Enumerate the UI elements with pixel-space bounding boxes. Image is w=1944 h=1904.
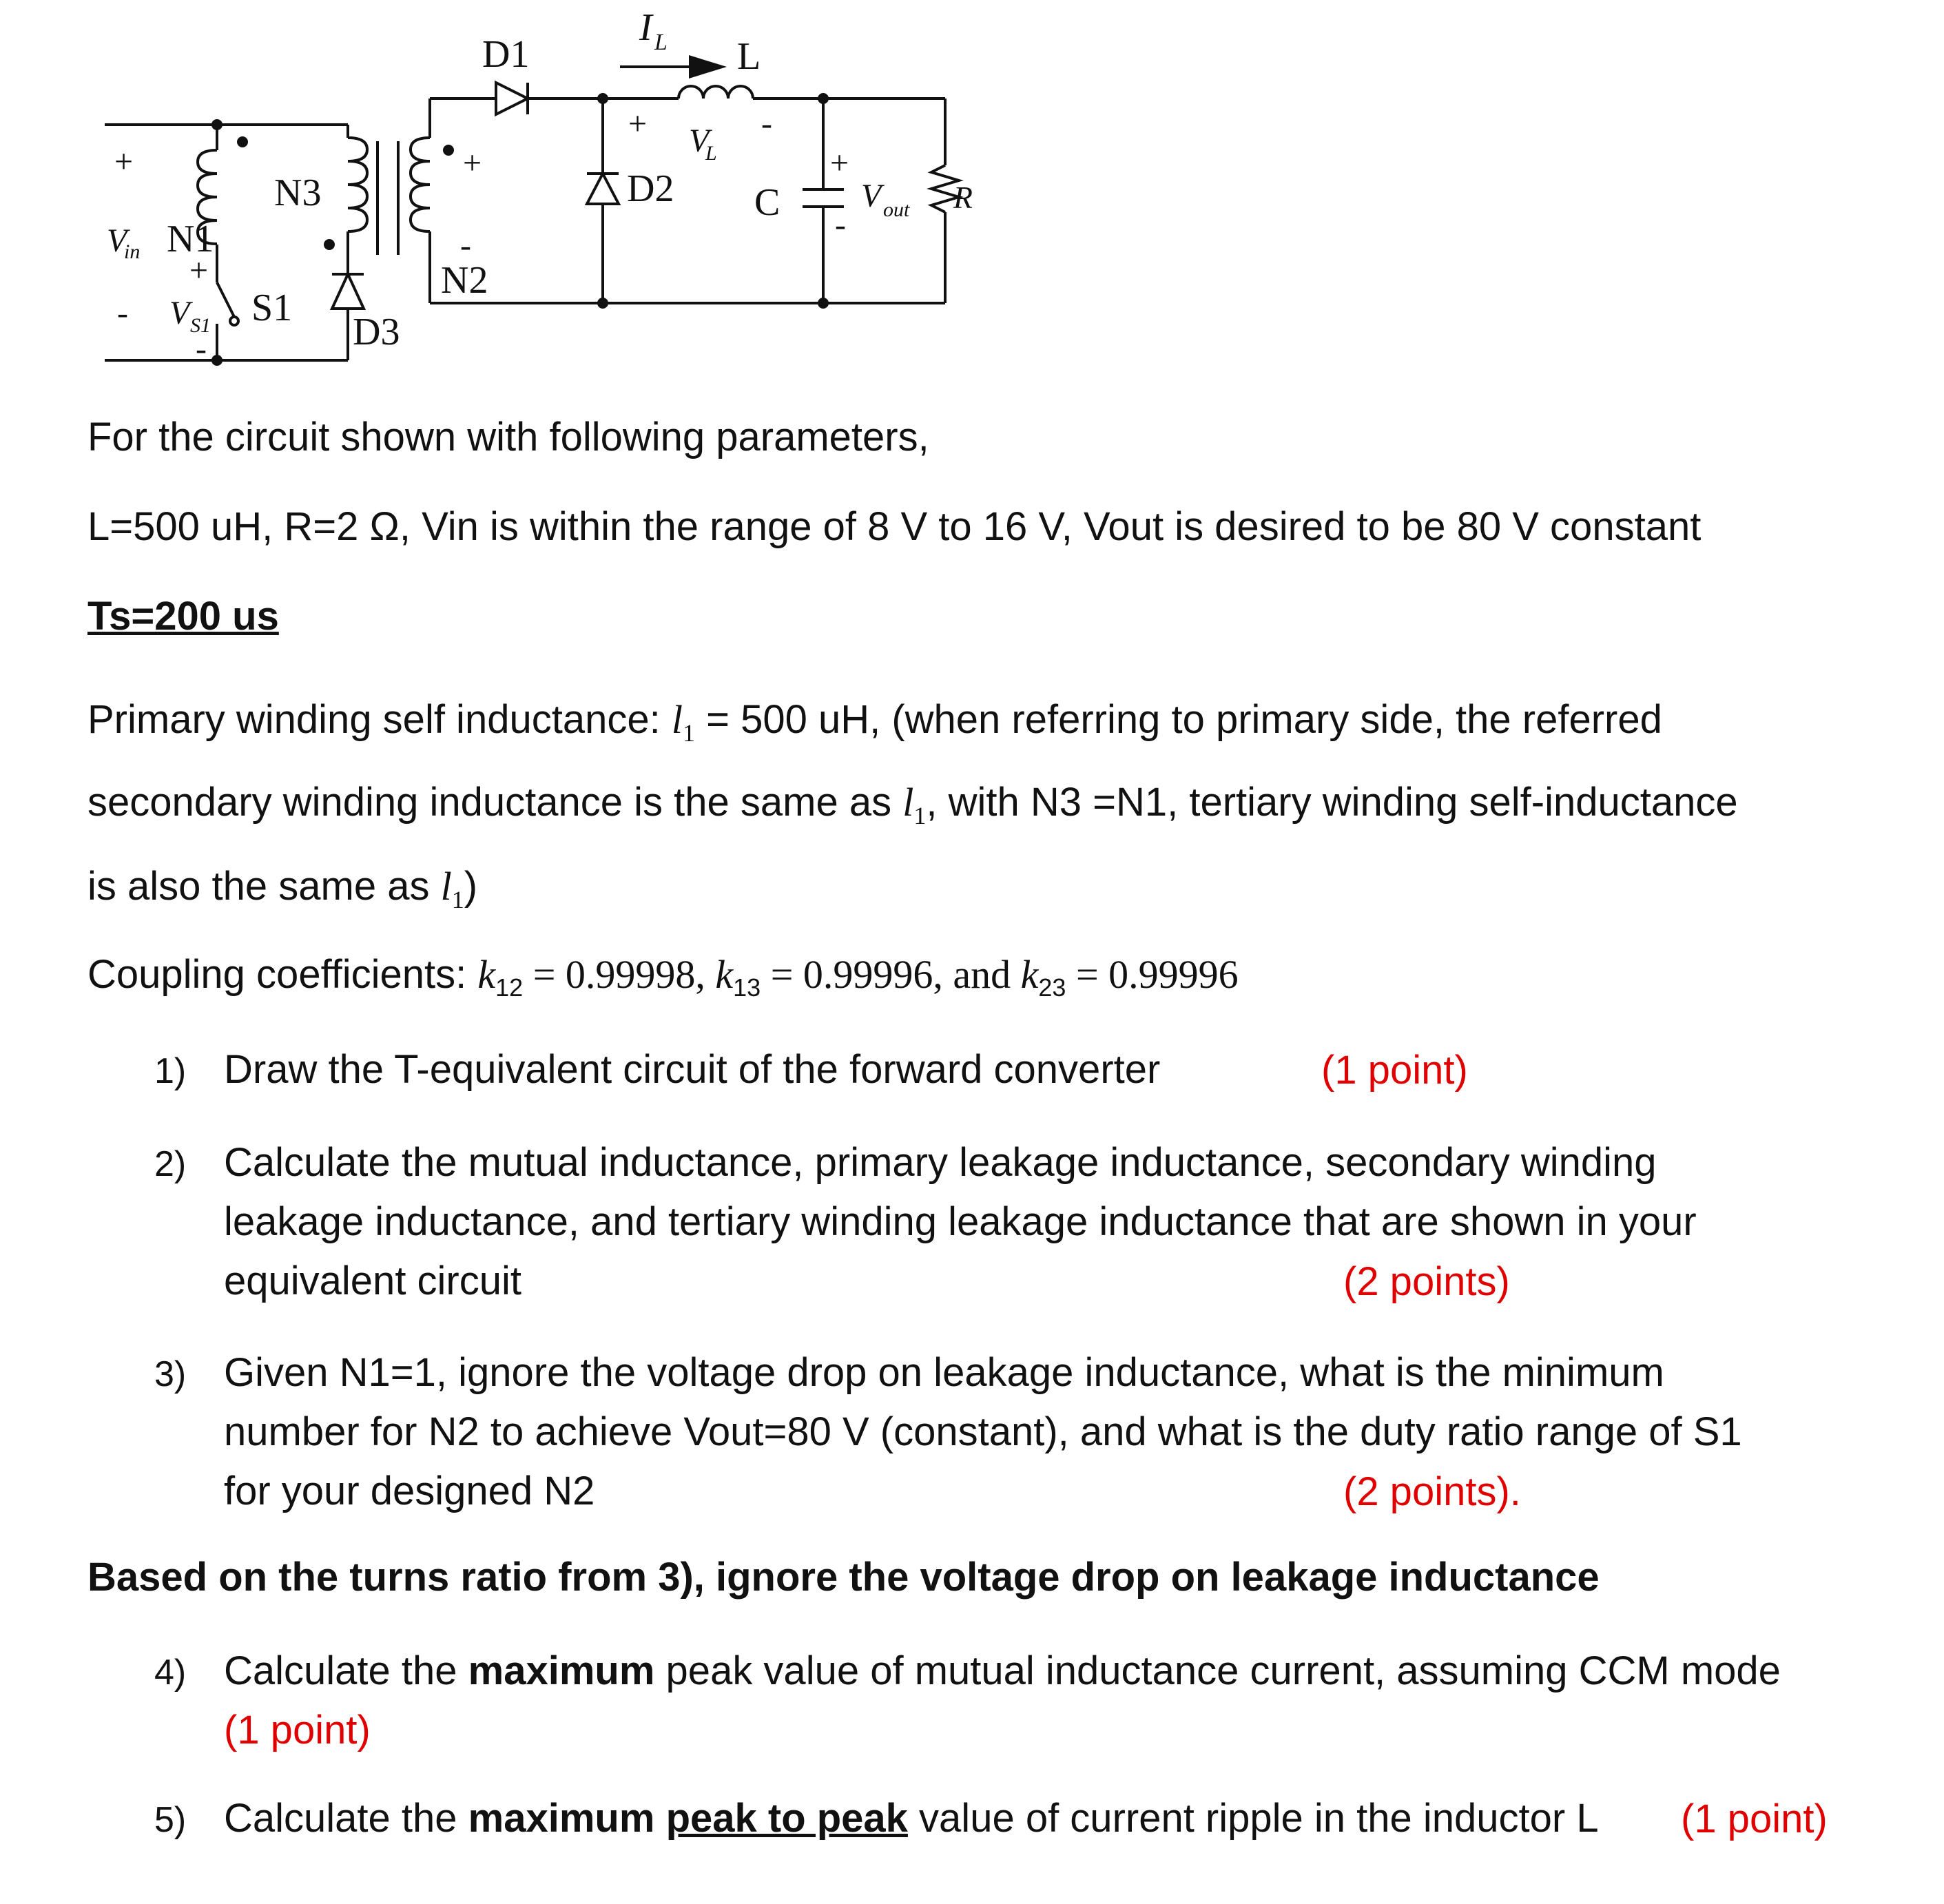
ts-text: Ts=200 us [87, 594, 279, 639]
label-d1: D1 [482, 33, 530, 76]
question-3-number: 3) [154, 1354, 187, 1394]
label-d3: D3 [353, 311, 400, 353]
question-1-text: Draw the T-equivalent circuit of the forward converter [224, 1047, 1161, 1092]
svg-text:I: I [639, 6, 652, 49]
label-n2: N2 [441, 259, 488, 302]
svg-text:L: L [654, 30, 668, 55]
winding-n2 [411, 138, 430, 231]
svg-text:-: - [117, 295, 128, 331]
svg-text:V: V [107, 223, 127, 259]
svg-text:+: + [189, 252, 209, 289]
svg-text:-: - [460, 227, 471, 264]
svg-text:-: - [196, 331, 207, 367]
diode-d1 [496, 83, 528, 114]
diode-d2 [587, 174, 619, 204]
svg-text:V: V [861, 178, 882, 214]
svg-text:+: + [114, 143, 134, 180]
svg-text:V: V [689, 123, 710, 159]
question-3-points: (2 points). [1343, 1469, 1521, 1514]
question-5-text: Calculate the maximum peak to peak value of current ripple in the inductor L [224, 1796, 1599, 1841]
question-2-number: 2) [154, 1144, 187, 1184]
question-4-text: Calculate the maximum peak value of mutual inductance current, assuming CCM mode [224, 1648, 1781, 1693]
svg-text:S1: S1 [190, 314, 211, 337]
question-1-number: 1) [154, 1051, 187, 1091]
forward-converter-schematic [0, 0, 978, 386]
tertiary-inductance-text: is also the same as $l_1$) [87, 864, 478, 913]
label-n1: N1 [167, 218, 214, 260]
coupling-coefficients-text: Coupling coefficients: $k_{12} = 0.99998$, $k_{13} = 0.99996$, and $k_{23} = 0.99996$ [87, 952, 1239, 1002]
diode-d3 [332, 274, 364, 309]
switch-s1-contact [230, 317, 238, 325]
svg-text:+: + [463, 145, 482, 181]
question-2-points: (2 points) [1343, 1259, 1510, 1304]
svg-text:-: - [761, 105, 772, 142]
il-arrow-head [689, 55, 727, 79]
svg-text:L: L [705, 142, 717, 165]
question-3-line-1: Given N1=1, ignore the voltage drop on leakage inductance, what is the minimum [224, 1350, 1664, 1395]
winding-n3 [348, 138, 367, 231]
based-on-heading: Based on the turns ratio from 3), ignore the voltage drop on leakage inductance [87, 1555, 1600, 1600]
question-2-line-3: equivalent circuit [224, 1259, 521, 1303]
svg-text:+: + [830, 145, 849, 181]
dot-n1 [237, 136, 248, 147]
question-3-line-3: for your designed N2 [224, 1469, 595, 1513]
label-d2: D2 [627, 167, 674, 210]
dot-n2 [443, 145, 454, 156]
question-4-number: 4) [154, 1653, 187, 1693]
question-5-points: (1 point) [1681, 1797, 1828, 1841]
question-4-points: (1 point) [224, 1708, 371, 1752]
question-2-line-2: leakage inductance, and tertiary winding leakage inductance that are shown in your [224, 1199, 1697, 1244]
label-r: R [953, 180, 973, 215]
svg-text:V: V [169, 295, 190, 331]
switch-s1-blade [217, 282, 234, 317]
question-3-line-2: number for N2 to achieve Vout=80 V (constant), and what is the duty ratio range of S1 [224, 1409, 1742, 1454]
primary-inductance-text: Primary winding self inductance: $l_1 = 500$ uH, (when referring to primary side, the referred [87, 697, 1662, 747]
question-1-points: (1 point) [1321, 1048, 1468, 1093]
svg-text:out: out [883, 198, 910, 221]
label-s1: S1 [251, 287, 293, 329]
secondary-inductance-text: secondary winding inductance is the same as $l_1$, with N3 =N1, tertiary winding self-inductance [87, 780, 1738, 829]
inductor-l [679, 86, 753, 99]
svg-text:-: - [835, 207, 846, 243]
parameters-text: L=500 uH, R=2 Ω, Vin is within the range of 8 V to 16 V, Vout is desired to be 80 V constant [87, 504, 1702, 549]
svg-text:in: in [124, 240, 141, 263]
label-l: L [737, 35, 761, 78]
question-5-number: 5) [154, 1800, 187, 1840]
label-n3: N3 [274, 172, 322, 214]
svg-text:+: + [628, 105, 648, 142]
intro-text: For the circuit shown with following parameters, [87, 415, 929, 459]
label-c: C [754, 181, 780, 224]
question-2-line-1: Calculate the mutual inductance, primary leakage inductance, secondary winding [224, 1140, 1657, 1185]
dot-n3 [324, 239, 335, 250]
